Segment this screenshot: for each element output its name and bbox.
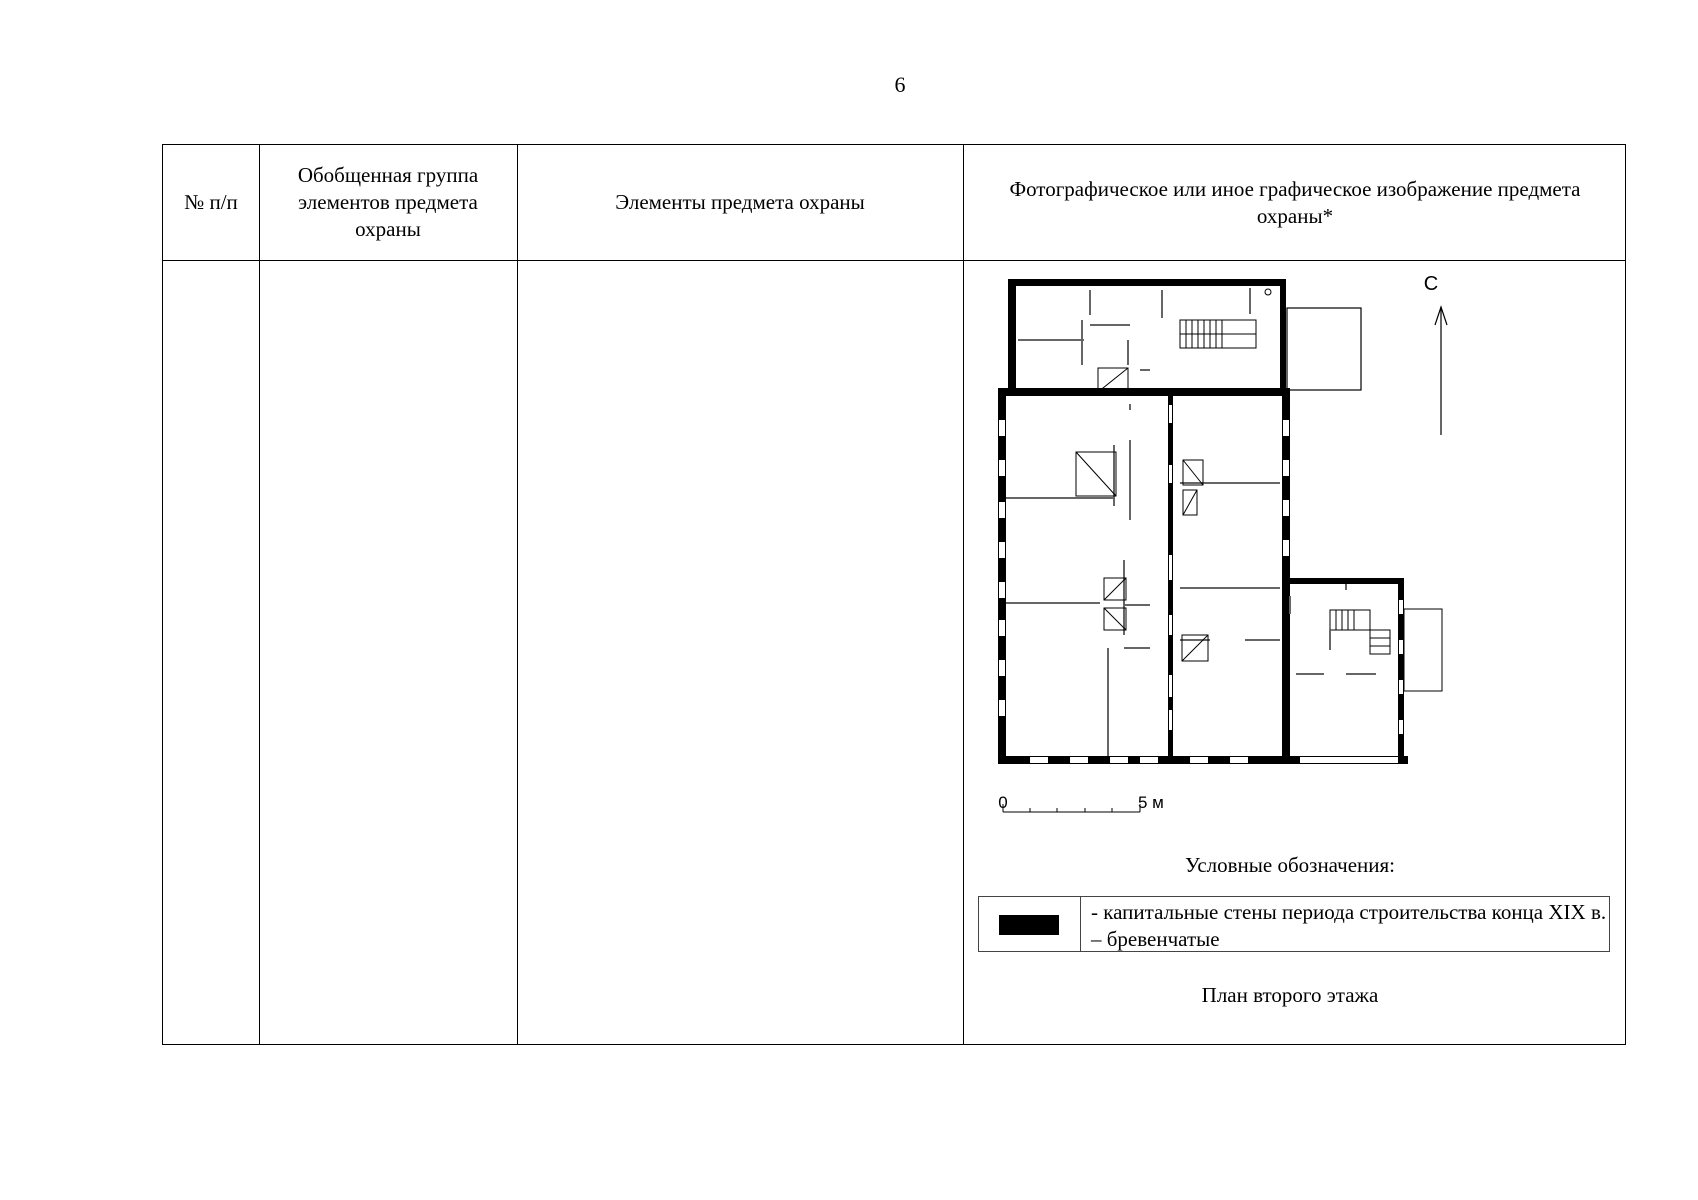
column-divider bbox=[517, 145, 518, 1044]
north-annex bbox=[1008, 279, 1361, 393]
column-divider bbox=[259, 145, 260, 1044]
plan-caption: План второго этажа bbox=[1201, 983, 1379, 1007]
floor-plan bbox=[990, 270, 1470, 840]
header-number: № п/п bbox=[184, 190, 238, 214]
north-label: С bbox=[1423, 273, 1439, 295]
north-arrow-icon bbox=[1435, 307, 1447, 435]
scale-label-zero: 0 bbox=[998, 793, 1008, 812]
legend-item-text: - капитальные стены периода строительства конца XIX в. – бревенчатые bbox=[1091, 900, 1607, 951]
header-divider bbox=[163, 260, 1625, 261]
east-wing bbox=[1290, 578, 1442, 764]
scale-label-end: 5 м bbox=[1138, 793, 1164, 812]
legend-divider bbox=[1080, 897, 1081, 951]
column-divider bbox=[963, 145, 964, 1044]
header-element-group: Обобщенная группа элементов предмета охраны bbox=[297, 163, 479, 241]
main-block bbox=[998, 388, 1408, 764]
header-image: Фотографическое или иное графическое изображение предмета охраны* bbox=[1009, 176, 1581, 228]
legend-box bbox=[978, 896, 1610, 952]
capital-wall-swatch bbox=[999, 915, 1059, 935]
header-elements: Элементы предмета охраны bbox=[615, 190, 865, 214]
legend-title: Условные обозначения: bbox=[1184, 853, 1396, 877]
scale-bar bbox=[1003, 804, 1140, 812]
page-number: 6 bbox=[894, 72, 906, 97]
